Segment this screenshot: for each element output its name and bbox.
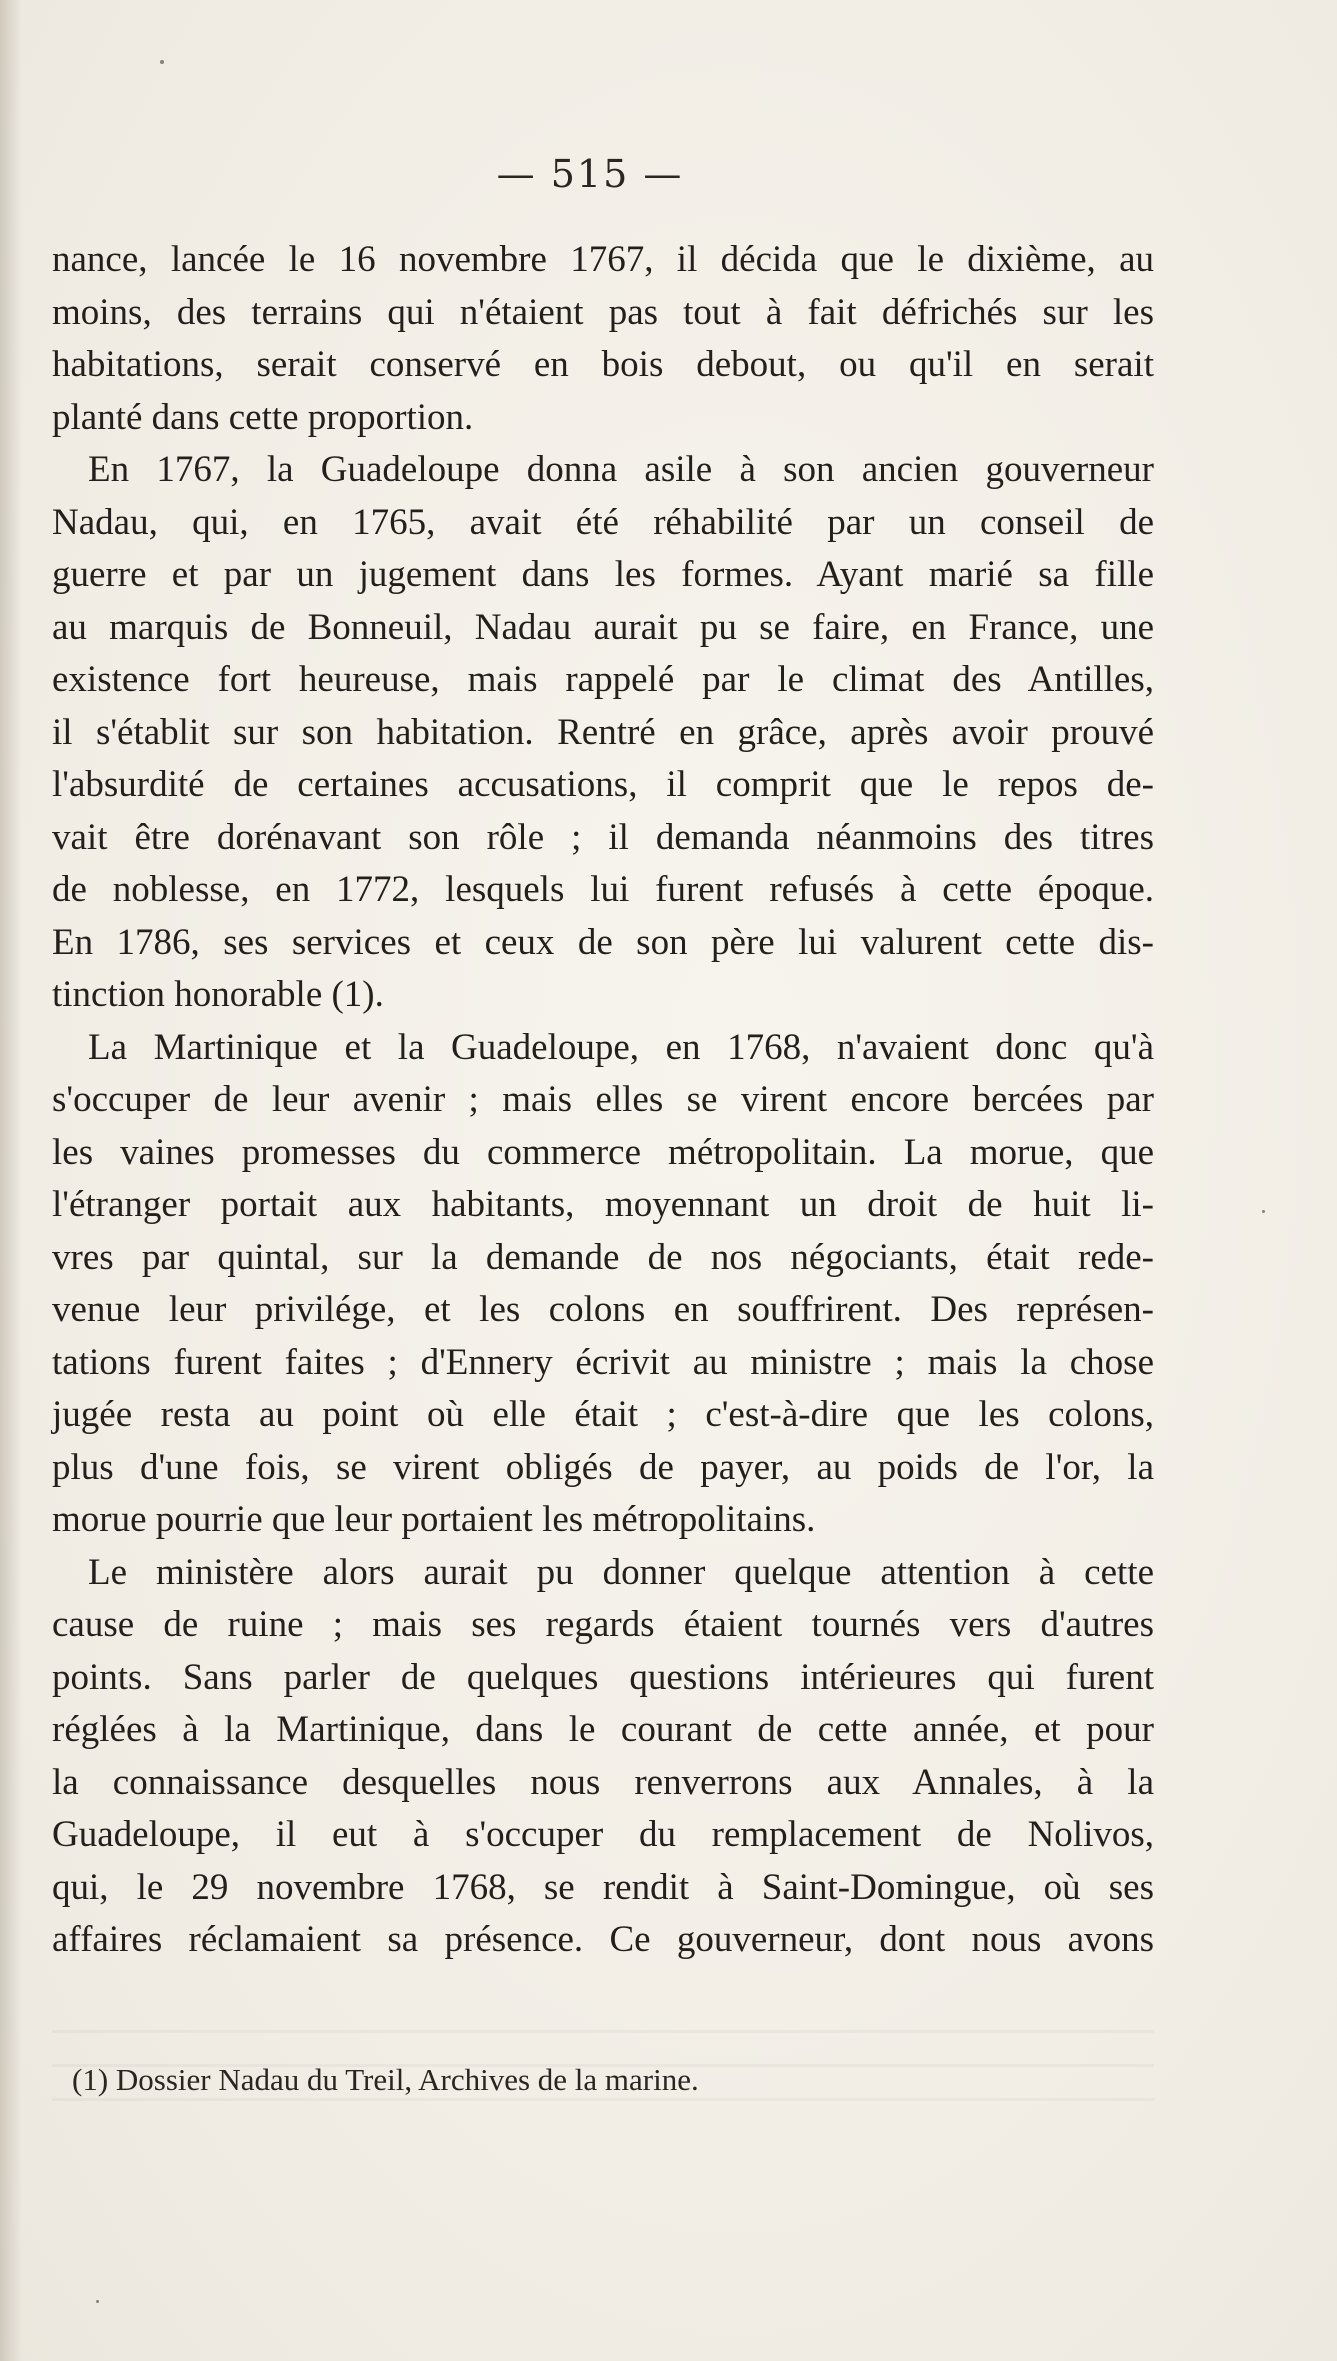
text-line: La Martinique et la Guadeloupe, en 1768, n'avaient donc qu'à	[88, 1026, 1154, 1068]
text-line: il s'établit sur son habitation. Rentré en grâce, après avoir prouvé	[52, 711, 1154, 753]
text-line: Nadau, qui, en 1765, avait été réhabilité par un conseil de	[52, 501, 1154, 543]
text-line: de noblesse, en 1772, lesquels lui furent refusés à cette époque.	[52, 869, 1154, 910]
text-line: qui, le 29 novembre 1768, se rendit à Saint-Domingue, où ses	[52, 1866, 1154, 1908]
footnote: (1) Dossier Nadau du Treil, Archives de la marine.	[72, 2062, 699, 2097]
text-line: vait être dorénavant son rôle ; il demanda néanmoins des titres	[52, 816, 1154, 858]
paper-speck	[160, 60, 164, 64]
text-line: au marquis de Bonneuil, Nadau aurait pu se faire, en France, une	[52, 606, 1154, 648]
text-line: plus d'une fois, se virent obligés de payer, au poids de l'or, la	[52, 1446, 1154, 1488]
text-line: l'étranger portait aux habitants, moyennant un droit de huit li-	[52, 1184, 1154, 1225]
text-line: Guadeloupe, il eut à s'occuper du remplacement de Nolivos,	[52, 1814, 1154, 1855]
text-line: habitations, serait conservé en bois debout, ou qu'il en serait	[52, 344, 1154, 385]
text-line: En 1786, ses services et ceux de son père lui valurent cette dis-	[52, 921, 1154, 963]
text-line: tations furent faites ; d'Ennery écrivit au ministre ; mais la chose	[52, 1341, 1154, 1383]
text-line: la connaissance desquelles nous renverrons aux Annales, à la	[52, 1761, 1154, 1803]
paper-speck	[96, 2300, 99, 2303]
paper-speck	[1262, 1210, 1265, 1213]
text-line: s'occuper de leur avenir ; mais elles se virent encore bercées par	[52, 1079, 1154, 1120]
binding-shadow	[0, 0, 22, 2361]
text-line: points. Sans parler de quelques questions intérieures qui furent	[52, 1656, 1154, 1698]
text-line: nance, lancée le 16 novembre 1767, il décida que le dixième, au	[52, 239, 1154, 280]
text-line: venue leur privilége, et les colons en souffrirent. Des représen-	[52, 1289, 1154, 1330]
page-number: — 515 —	[496, 152, 684, 196]
text-line: vres par quintal, sur la demande de nos négociants, était rede-	[52, 1236, 1154, 1278]
text-line: affaires réclamaient sa présence. Ce gouverneur, dont nous avons	[52, 1919, 1154, 1960]
text-line: les vaines promesses du commerce métropolitain. La morue, que	[52, 1131, 1154, 1173]
text-line: existence fort heureuse, mais rappelé par le climat des Antilles,	[52, 659, 1154, 700]
text-line: planté dans cette proportion.	[52, 396, 474, 438]
text-line: cause de ruine ; mais ses regards étaient tournés vers d'autres	[52, 1604, 1154, 1645]
text-line: tinction honorable (1).	[52, 974, 384, 1015]
text-line: réglées à la Martinique, dans le courant de cette année, et pour	[52, 1709, 1154, 1750]
text-line: moins, des terrains qui n'étaient pas tout à fait défrichés sur les	[52, 291, 1154, 333]
text-line: En 1767, la Guadeloupe donna asile à son ancien gouverneur	[88, 449, 1154, 490]
text-line: l'absurdité de certaines accusations, il comprit que le repos de-	[52, 764, 1154, 805]
text-line: jugée resta au point où elle était ; c'est-à-dire que les colons,	[52, 1394, 1154, 1435]
text-line: Le ministère alors aurait pu donner quelque attention à cette	[88, 1551, 1154, 1593]
text-line: morue pourrie que leur portaient les métropolitains.	[52, 1499, 816, 1540]
body-text	[52, 234, 1154, 1967]
text-line: guerre et par un jugement dans les formes. Ayant marié sa fille	[52, 554, 1154, 595]
